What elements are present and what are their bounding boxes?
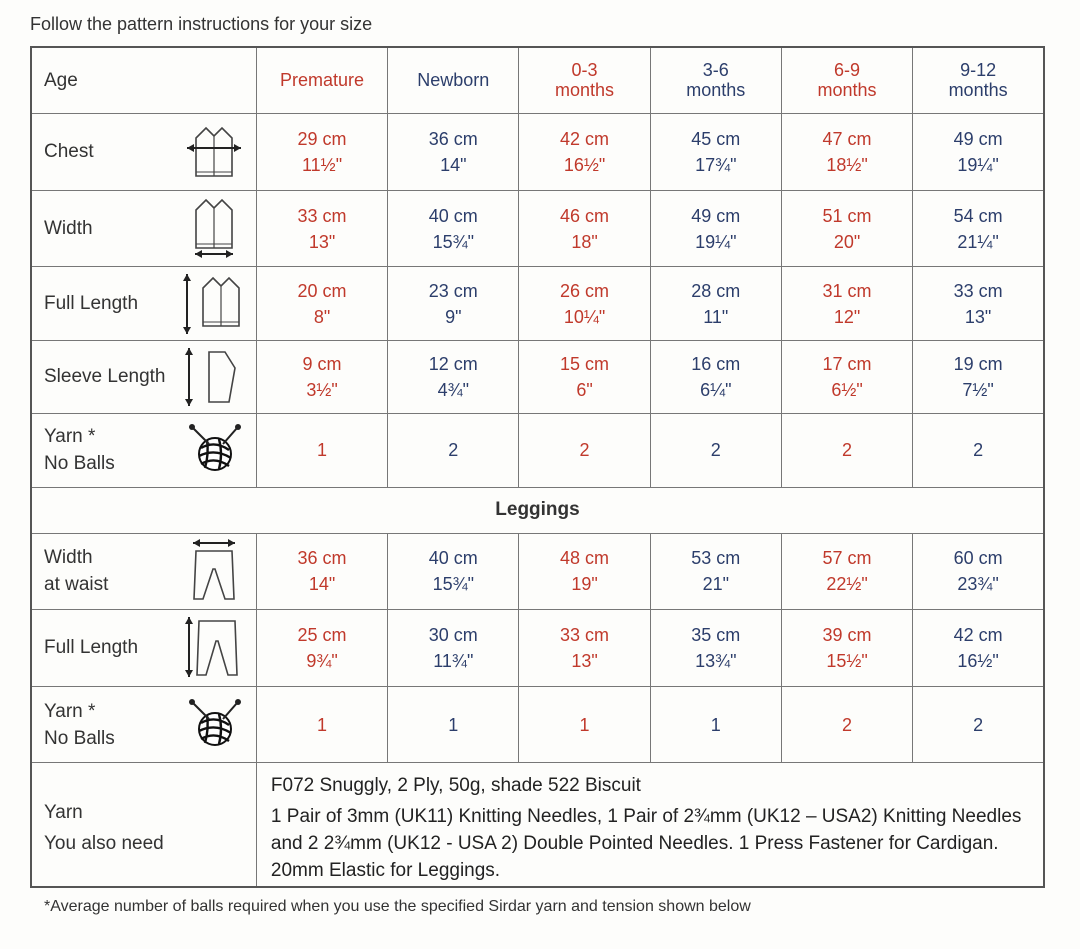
value-imperial: 19" bbox=[571, 574, 598, 595]
value-imperial: 8" bbox=[313, 306, 331, 327]
value-metric: 12 cm bbox=[428, 353, 478, 374]
size-value bbox=[256, 266, 387, 340]
table-row bbox=[31, 610, 1044, 687]
value-imperial: 13¾" bbox=[695, 650, 737, 671]
yarn-ball-icon bbox=[171, 413, 256, 487]
value-metric: 53 cm bbox=[691, 548, 741, 569]
value-metric: 33 cm bbox=[560, 624, 610, 645]
size-header-line1: 3-6 bbox=[702, 60, 729, 81]
value-metric: 20 cm bbox=[297, 280, 347, 301]
value-imperial: 18" bbox=[571, 231, 598, 252]
value-metric: 17 cm bbox=[822, 353, 872, 374]
row-label-line1: Yarn * bbox=[44, 426, 96, 448]
value-metric: 49 cm bbox=[953, 128, 1003, 149]
row-label-line2: at waist bbox=[44, 574, 109, 596]
leggings-title: Leggings bbox=[31, 488, 1044, 534]
value-metric: 2 bbox=[579, 440, 590, 461]
value-metric: 48 cm bbox=[560, 548, 610, 569]
cardigan-width-icon bbox=[171, 191, 256, 267]
value-metric: 29 cm bbox=[297, 128, 347, 149]
yarn-text: F072 Snuggly, 2 Ply, 50g, shade 522 Biscuit bbox=[270, 774, 641, 796]
value-metric: 60 cm bbox=[953, 548, 1003, 569]
value-imperial: 16½" bbox=[563, 154, 606, 175]
size-value bbox=[519, 413, 650, 487]
size-value bbox=[519, 610, 650, 687]
size-table bbox=[30, 46, 1045, 888]
size-value bbox=[650, 266, 781, 340]
yarn-ball-icon bbox=[171, 686, 256, 763]
row-label bbox=[31, 113, 171, 191]
materials-labels bbox=[31, 763, 256, 887]
value-imperial: 6¼" bbox=[700, 379, 732, 400]
value-metric: 40 cm bbox=[428, 548, 478, 569]
need-text: 1 Pair of 3mm (UK11) Knitting Needles, 1 Pair of 2¾mm (UK12 – USA2) Knitting Needles and 2 2¾mm (UK12 - USA 2) Double Pointed Needles. 1 Press Fastener for Cardigan. 20mm Elastic for Leggings. bbox=[270, 805, 1022, 881]
value-imperial: 22½" bbox=[826, 574, 868, 595]
size-value bbox=[519, 191, 650, 267]
size-value bbox=[388, 533, 519, 610]
size-value bbox=[781, 113, 912, 191]
leggings-length-icon bbox=[171, 610, 256, 687]
row-label bbox=[31, 413, 171, 487]
size-header bbox=[913, 47, 1044, 113]
row-label-line2: No Balls bbox=[44, 453, 115, 475]
size-value bbox=[650, 610, 781, 687]
value-imperial: 11½" bbox=[302, 154, 343, 175]
size-header bbox=[519, 47, 650, 113]
size-value bbox=[388, 113, 519, 191]
value-metric: 1 bbox=[448, 714, 459, 735]
size-value bbox=[519, 266, 650, 340]
table-row bbox=[31, 413, 1044, 487]
size-header-line1: 0-3 bbox=[571, 60, 598, 81]
value-imperial: 16½" bbox=[957, 650, 999, 671]
row-label-line1: Width bbox=[44, 218, 93, 240]
header-row bbox=[31, 47, 1044, 113]
size-header bbox=[781, 47, 912, 113]
value-imperial: 9" bbox=[445, 306, 462, 327]
age-label: Age bbox=[31, 47, 256, 113]
value-imperial: 15¾" bbox=[432, 231, 475, 252]
value-metric: 25 cm bbox=[297, 624, 347, 645]
value-metric: 36 cm bbox=[297, 548, 347, 569]
value-imperial: 23¾" bbox=[957, 574, 999, 595]
size-value bbox=[256, 533, 387, 610]
value-metric: 57 cm bbox=[822, 548, 872, 569]
table-row bbox=[31, 113, 1044, 191]
value-metric: 2 bbox=[973, 440, 984, 461]
size-value bbox=[913, 686, 1044, 763]
size-value bbox=[388, 686, 519, 763]
row-label bbox=[31, 610, 171, 687]
value-metric: 46 cm bbox=[560, 205, 610, 226]
value-metric: 45 cm bbox=[691, 128, 741, 149]
value-imperial: 6" bbox=[576, 379, 593, 400]
value-imperial: 6½" bbox=[831, 379, 863, 400]
cardigan-length-icon bbox=[171, 266, 256, 340]
value-imperial: 11" bbox=[703, 306, 729, 327]
intro-text: Follow the pattern instructions for your size bbox=[30, 14, 373, 34]
size-value bbox=[781, 266, 912, 340]
row-label-line2: No Balls bbox=[44, 727, 115, 749]
value-metric: 31 cm bbox=[822, 280, 872, 301]
size-value bbox=[519, 686, 650, 763]
row-label bbox=[31, 533, 171, 610]
table-row bbox=[31, 191, 1044, 267]
size-value bbox=[388, 191, 519, 267]
size-value bbox=[913, 191, 1044, 267]
value-imperial: 13" bbox=[571, 650, 598, 671]
value-metric: 35 cm bbox=[691, 624, 741, 645]
size-value bbox=[913, 610, 1044, 687]
row-label-line1: Full Length bbox=[44, 293, 139, 315]
value-metric: 9 cm bbox=[302, 353, 342, 374]
size-value bbox=[781, 533, 912, 610]
value-metric: 51 cm bbox=[822, 205, 872, 226]
materials-row bbox=[31, 763, 1044, 887]
value-metric: 36 cm bbox=[428, 128, 478, 149]
size-value bbox=[650, 341, 781, 413]
value-metric: 1 bbox=[710, 714, 721, 735]
table-row bbox=[31, 341, 1044, 413]
size-value bbox=[519, 533, 650, 610]
value-imperial: 3½" bbox=[306, 379, 338, 400]
value-imperial: 13" bbox=[964, 306, 992, 327]
size-value bbox=[913, 533, 1044, 610]
size-value bbox=[256, 686, 387, 763]
row-label-line1: Yarn * bbox=[44, 700, 96, 722]
value-imperial: 10¼" bbox=[563, 306, 606, 327]
value-imperial: 20" bbox=[833, 231, 861, 252]
value-imperial: 19¼" bbox=[957, 154, 999, 175]
size-header-line1: 9-12 bbox=[960, 60, 997, 81]
row-label-line1: Width bbox=[44, 547, 93, 569]
row-label-line1: Sleeve Length bbox=[44, 366, 166, 388]
size-value bbox=[650, 686, 781, 763]
section-row bbox=[31, 488, 1044, 534]
row-label-line1: Full Length bbox=[44, 637, 139, 659]
value-metric: 2 bbox=[448, 440, 459, 461]
value-metric: 33 cm bbox=[953, 280, 1003, 301]
footnote: *Average number of balls required when you use the specified Sirdar yarn and tension shown below bbox=[44, 898, 751, 915]
value-metric: 42 cm bbox=[953, 624, 1003, 645]
size-value bbox=[388, 341, 519, 413]
value-imperial: 17¾" bbox=[695, 154, 737, 175]
value-metric: 33 cm bbox=[297, 205, 347, 226]
value-metric: 1 bbox=[579, 714, 590, 735]
row-label bbox=[31, 686, 171, 763]
leggings-waist-icon bbox=[171, 533, 256, 610]
size-header bbox=[650, 47, 781, 113]
value-metric: 2 bbox=[710, 440, 721, 461]
value-imperial: 11¾" bbox=[433, 650, 474, 671]
value-metric: 19 cm bbox=[953, 353, 1003, 374]
value-imperial: 15¾" bbox=[432, 574, 475, 595]
sleeve-length-icon bbox=[171, 341, 256, 413]
size-header bbox=[388, 47, 519, 113]
size-header-line1: Newborn bbox=[417, 70, 490, 91]
size-value bbox=[650, 191, 781, 267]
size-value bbox=[256, 113, 387, 191]
size-value bbox=[913, 113, 1044, 191]
size-value bbox=[650, 533, 781, 610]
value-metric: 15 cm bbox=[560, 353, 610, 374]
value-metric: 1 bbox=[317, 440, 328, 461]
table-row bbox=[31, 533, 1044, 610]
size-value bbox=[388, 266, 519, 340]
value-imperial: 9¾" bbox=[306, 650, 338, 671]
size-value bbox=[913, 413, 1044, 487]
value-imperial: 4¾" bbox=[437, 379, 469, 400]
size-value bbox=[781, 413, 912, 487]
row-label bbox=[31, 266, 171, 340]
value-imperial: 15½" bbox=[826, 650, 868, 671]
value-metric: 1 bbox=[317, 714, 328, 735]
size-header-line2: months bbox=[948, 80, 1008, 101]
value-metric: 54 cm bbox=[953, 205, 1003, 226]
value-metric: 23 cm bbox=[428, 280, 478, 301]
size-value bbox=[781, 191, 912, 267]
size-value bbox=[388, 610, 519, 687]
need-label: You also need bbox=[44, 832, 164, 854]
value-metric: 28 cm bbox=[691, 280, 741, 301]
value-metric: 16 cm bbox=[691, 353, 741, 374]
value-metric: 2 bbox=[973, 714, 984, 735]
size-value bbox=[913, 341, 1044, 413]
value-imperial: 21¼" bbox=[957, 231, 999, 252]
value-metric: 30 cm bbox=[428, 624, 478, 645]
size-value bbox=[256, 610, 387, 687]
size-header-line2: months bbox=[686, 80, 746, 101]
table-row bbox=[31, 686, 1044, 763]
table-row bbox=[31, 266, 1044, 340]
yarn-label: Yarn bbox=[44, 801, 83, 823]
size-value bbox=[256, 413, 387, 487]
size-value bbox=[519, 113, 650, 191]
size-header-line2: months bbox=[817, 80, 877, 101]
size-value bbox=[913, 266, 1044, 340]
value-metric: 2 bbox=[842, 714, 853, 735]
size-header-line1: Premature bbox=[280, 70, 365, 91]
value-imperial: 7½" bbox=[962, 379, 994, 400]
value-imperial: 21" bbox=[702, 574, 729, 595]
row-label-line1: Chest bbox=[44, 141, 94, 163]
value-metric: 2 bbox=[842, 440, 853, 461]
value-metric: 49 cm bbox=[691, 205, 741, 226]
value-imperial: 13" bbox=[308, 231, 336, 252]
size-value bbox=[256, 191, 387, 267]
value-imperial: 14" bbox=[308, 574, 336, 595]
cardigan-chest-icon bbox=[171, 113, 256, 191]
value-metric: 26 cm bbox=[560, 280, 610, 301]
size-value bbox=[781, 610, 912, 687]
size-value bbox=[388, 413, 519, 487]
materials-text bbox=[256, 763, 1044, 887]
value-metric: 40 cm bbox=[428, 205, 478, 226]
value-imperial: 12" bbox=[833, 306, 861, 327]
size-value bbox=[256, 341, 387, 413]
row-label bbox=[31, 191, 171, 267]
size-header-line1: 6-9 bbox=[834, 60, 861, 81]
size-header bbox=[256, 47, 387, 113]
size-value bbox=[519, 341, 650, 413]
value-metric: 42 cm bbox=[560, 128, 610, 149]
size-value bbox=[650, 113, 781, 191]
size-value bbox=[781, 686, 912, 763]
size-header-line2: months bbox=[555, 80, 615, 101]
value-metric: 39 cm bbox=[822, 624, 872, 645]
size-value bbox=[781, 341, 912, 413]
row-label bbox=[31, 341, 171, 413]
value-metric: 47 cm bbox=[822, 128, 872, 149]
size-value bbox=[650, 413, 781, 487]
value-imperial: 19¼" bbox=[695, 231, 737, 252]
value-imperial: 18½" bbox=[826, 154, 868, 175]
value-imperial: 14" bbox=[440, 154, 467, 175]
